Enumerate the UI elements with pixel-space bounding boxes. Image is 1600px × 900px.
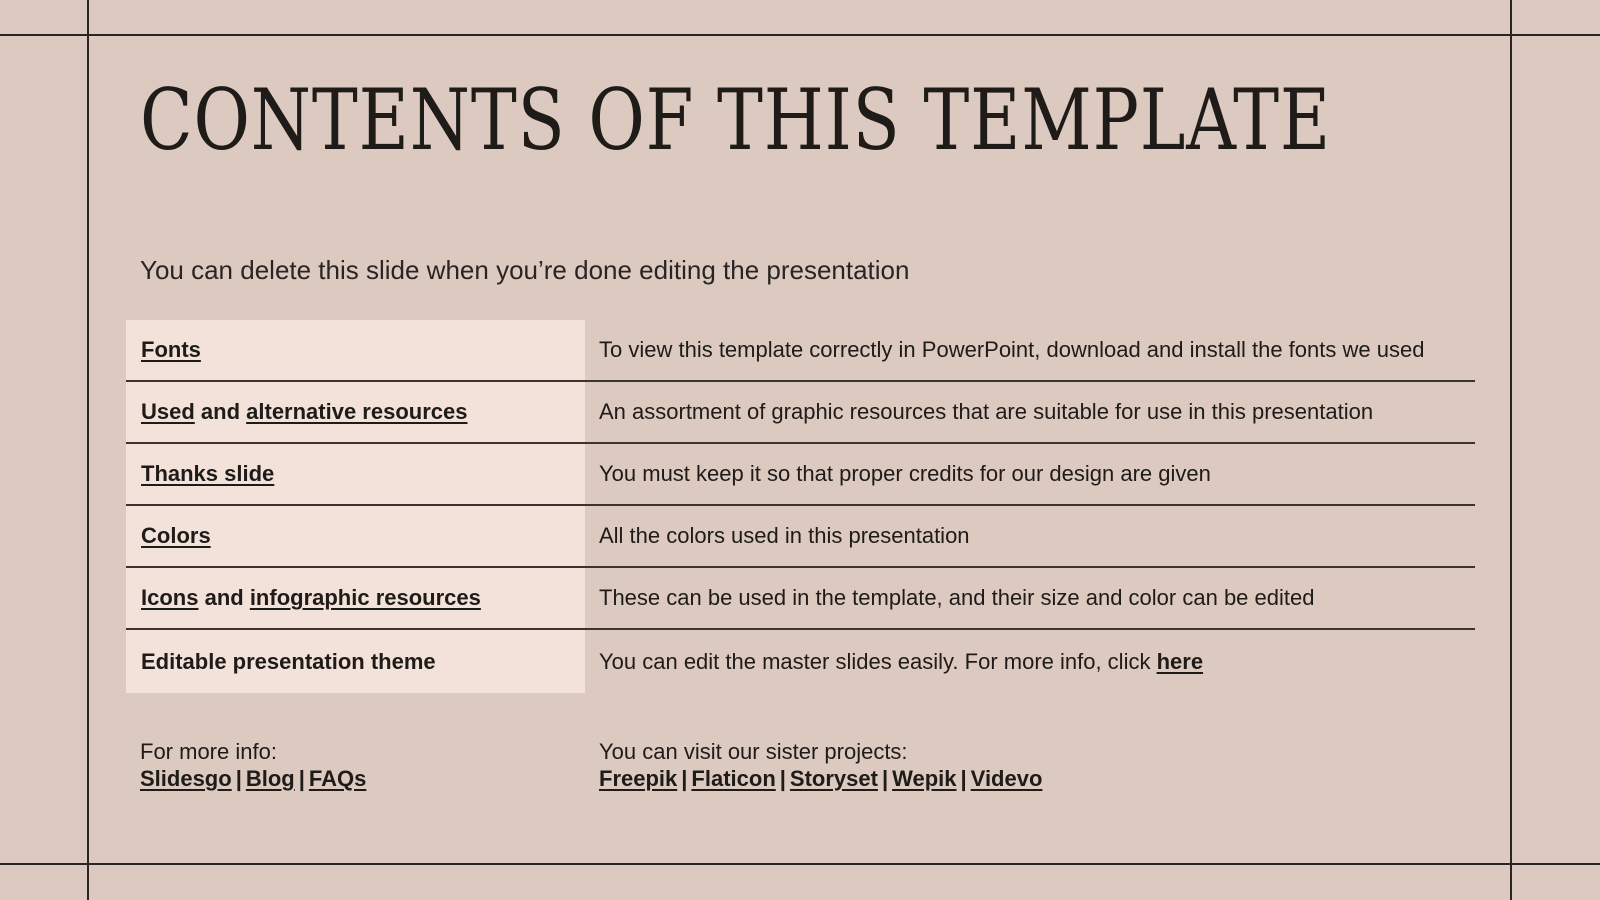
wepik-link[interactable]: Wepik (892, 766, 957, 791)
row-title-cell (126, 382, 585, 442)
row-description-cell (585, 382, 1475, 442)
row-description-cell (585, 320, 1475, 380)
slide-subtitle: You can delete this slide when you’re done editing the presentation (140, 255, 910, 285)
row-title-cell (126, 444, 585, 504)
blog-link[interactable]: Blog (245, 766, 295, 791)
sister-projects-links (599, 765, 1042, 792)
more-info-label: For more info: (140, 739, 277, 764)
storyset-link[interactable]: Storyset (789, 766, 878, 791)
colors-link[interactable]: Colors (141, 523, 211, 548)
table-row (126, 382, 1475, 444)
row-description: You can edit the master slides easily. For more info, click (599, 648, 1157, 674)
row-description-cell (585, 568, 1475, 628)
faqs-link[interactable]: FAQs (308, 766, 367, 791)
more-info-links (140, 765, 366, 792)
row-title-cell (126, 568, 585, 628)
row-title-cell (126, 506, 585, 566)
sister-projects-label: You can visit our sister projects: (599, 739, 908, 764)
table-row (126, 630, 1475, 693)
infographic-resources-link[interactable]: infographic resources (249, 585, 481, 610)
row-title-connector: and (198, 585, 250, 610)
row-description: To view this template correctly in PowerPoint, download and install the fonts we used (599, 337, 1425, 362)
contents-table (126, 320, 1475, 693)
editable-theme-label: Editable presentation theme (141, 648, 436, 674)
row-description-cell (585, 506, 1475, 566)
link-separator: | (960, 766, 967, 791)
row-description: All the colors used in this presentation (599, 523, 970, 548)
sister-projects-block (599, 738, 1042, 792)
icons-link[interactable]: Icons (141, 585, 199, 610)
row-title-cell (126, 320, 585, 380)
row-description: An assortment of graphic resources that are suitable for use in this presentation (599, 399, 1374, 424)
used-resources-link[interactable]: Used (141, 399, 195, 424)
row-title-connector: and (194, 399, 247, 424)
slide-title: CONTENTS OF THIS TEMPLATE (140, 71, 1331, 169)
table-row (126, 568, 1475, 630)
thanks-slide-link[interactable]: Thanks slide (141, 461, 275, 486)
slidesgo-link[interactable]: Slidesgo (140, 766, 232, 791)
row-description-cell (585, 630, 1475, 693)
link-separator: | (235, 766, 242, 791)
flaticon-link[interactable]: Flaticon (691, 766, 776, 791)
link-separator: | (779, 766, 786, 791)
here-link[interactable]: here (1156, 648, 1204, 674)
frame-line-left (87, 0, 89, 900)
frame-line-top (0, 34, 1600, 36)
more-info-block (140, 738, 366, 792)
table-row (126, 320, 1475, 382)
table-row (126, 444, 1475, 506)
fonts-link[interactable]: Fonts (141, 337, 201, 362)
videvo-link[interactable]: Videvo (970, 766, 1043, 791)
row-title-cell (126, 630, 585, 693)
frame-line-right (1510, 0, 1512, 900)
table-row (126, 506, 1475, 568)
frame-line-bottom (0, 863, 1600, 865)
link-separator: | (681, 766, 688, 791)
row-description-cell (585, 444, 1475, 504)
alternative-resources-link[interactable]: alternative resources (246, 399, 468, 424)
link-separator: | (881, 766, 889, 791)
link-separator: | (298, 766, 305, 791)
freepik-link[interactable]: Freepik (599, 766, 678, 791)
row-description: You must keep it so that proper credits for our design are given (599, 461, 1211, 486)
row-description: These can be used in the template, and their size and color can be edited (599, 585, 1315, 610)
